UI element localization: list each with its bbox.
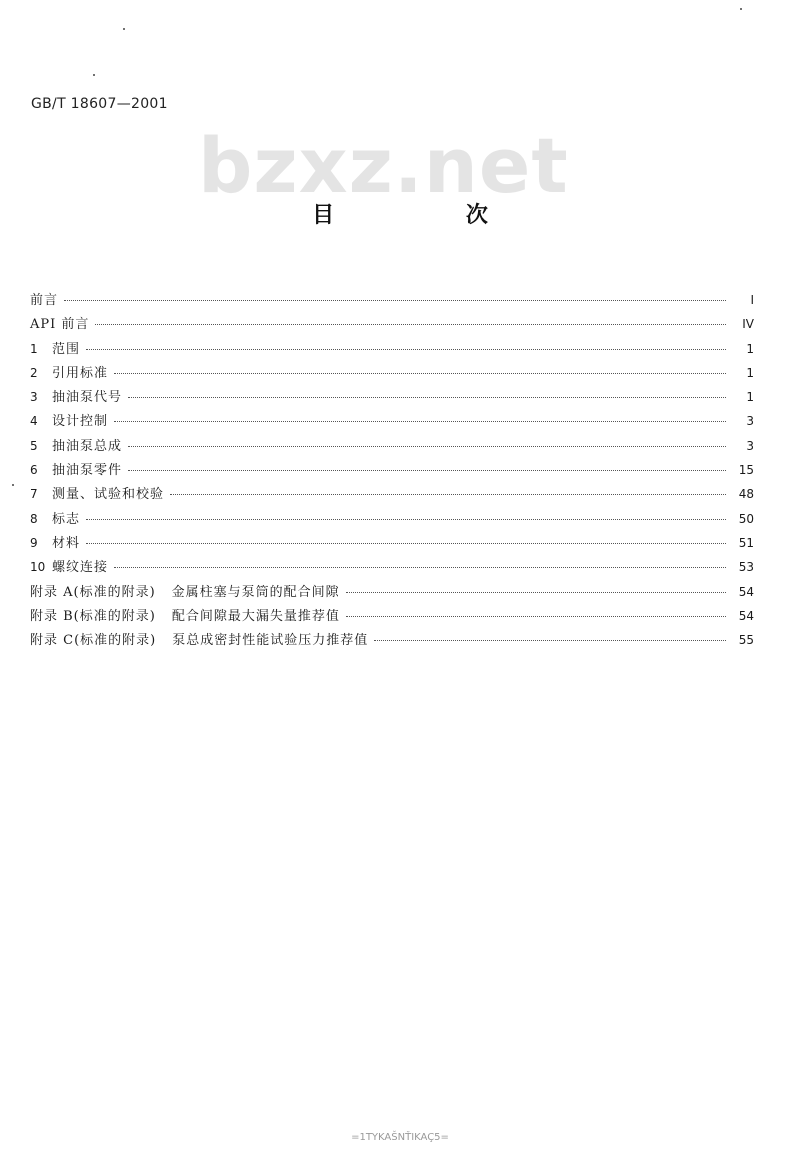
toc-entry-label: 螺纹连接: [52, 560, 109, 576]
toc-entry-page: 53: [738, 560, 754, 575]
document-code: GB/T 18607—2001: [31, 96, 168, 112]
dot-leader: [374, 639, 726, 641]
dot-leader: [86, 542, 726, 544]
toc-entry[interactable]: [30, 482, 754, 506]
dot-leader: [128, 445, 726, 447]
toc-entry[interactable]: [30, 580, 754, 604]
scan-speck: [123, 28, 125, 30]
toc-entry-label: 抽油泵零件: [52, 463, 123, 479]
toc-entry-page: 1: [746, 365, 754, 380]
toc-entry-page: IV: [742, 317, 754, 332]
toc-entry-number: 7: [30, 487, 38, 502]
toc-entry-number: 2: [30, 365, 38, 380]
toc-entry-page: 55: [738, 633, 754, 648]
dot-leader: [114, 420, 726, 422]
toc-entry-page: 3: [746, 438, 754, 453]
toc-entry-label: 范围: [52, 341, 81, 357]
dot-leader: [346, 591, 726, 593]
toc-entry-label: 材料: [52, 535, 81, 551]
page-footer: =1TYKAŠNŤIKAÇ5=: [351, 1132, 449, 1143]
watermark: bzxz.net: [198, 121, 569, 210]
toc-entry-number: 9: [30, 535, 38, 550]
toc-entry-page: 51: [738, 535, 754, 550]
toc-entry-label: 附录 A(标准的附录): [30, 584, 156, 600]
toc-entry-page: 1: [746, 341, 754, 356]
dot-leader: [128, 469, 726, 471]
toc-entry-label: 测量、试验和校验: [52, 487, 165, 503]
toc-entry[interactable]: [30, 288, 754, 312]
toc-entry[interactable]: [30, 434, 754, 458]
toc-entry[interactable]: [30, 458, 754, 482]
dot-leader: [114, 566, 726, 568]
scan-speck: [93, 74, 95, 76]
toc-entry-label: 抽油泵代号: [52, 390, 123, 406]
toc-entry-label: 附录 B(标准的附录): [30, 608, 156, 624]
toc-entry-page: 54: [738, 608, 754, 623]
table-of-contents: [30, 288, 754, 652]
toc-entry-label: 前言: [30, 293, 59, 308]
toc-title: 目 次: [312, 203, 550, 228]
toc-entry[interactable]: [30, 604, 754, 628]
toc-entry-title: 配合间隙最大漏失量推荐值: [171, 608, 340, 624]
scan-speck: [740, 8, 742, 10]
dot-leader: [86, 348, 726, 350]
toc-entry[interactable]: [30, 555, 754, 579]
toc-entry[interactable]: [30, 628, 754, 652]
toc-entry-number: 3: [30, 390, 38, 405]
toc-entry-page: 50: [738, 511, 754, 526]
toc-entry[interactable]: [30, 385, 754, 409]
toc-entry-title: 泵总成密封性能试验压力推荐值: [172, 633, 369, 649]
toc-entry[interactable]: [30, 312, 754, 336]
toc-entry-label: 附录 C(标准的附录): [30, 633, 157, 649]
toc-entry-label: 标志: [52, 511, 81, 527]
toc-entry-title: 金属柱塞与泵筒的配合间隙: [171, 584, 340, 600]
toc-entry-page: 54: [738, 584, 754, 599]
toc-entry-number: 5: [30, 438, 38, 453]
toc-entry-label: 抽油泵总成: [52, 438, 123, 454]
toc-entry-number: 6: [30, 463, 38, 478]
toc-entry-label: 设计控制: [52, 414, 109, 430]
dot-leader: [95, 323, 726, 325]
toc-entry-page: 48: [738, 487, 754, 502]
dot-leader: [86, 518, 726, 520]
toc-entry-number: 4: [30, 414, 38, 429]
toc-entry[interactable]: [30, 507, 754, 531]
toc-entry-label: 引用标准: [52, 365, 109, 381]
dot-leader: [346, 615, 726, 617]
toc-entry[interactable]: [30, 531, 754, 555]
toc-entry-number: 8: [30, 511, 38, 526]
toc-entry[interactable]: [30, 409, 754, 433]
toc-entry-page: 3: [746, 414, 754, 429]
toc-entry-label: API 前言: [30, 317, 90, 333]
toc-entry-number: 1: [30, 341, 38, 356]
toc-entry-page: 1: [746, 390, 754, 405]
dot-leader: [114, 372, 726, 374]
toc-entry-page: I: [750, 293, 754, 307]
toc-entry-page: 15: [738, 463, 754, 478]
dot-leader: [64, 299, 726, 301]
toc-entry[interactable]: [30, 361, 754, 385]
toc-entry-number: 10: [30, 560, 46, 575]
toc-entry[interactable]: [30, 337, 754, 361]
dot-leader: [170, 493, 726, 495]
scan-speck: [12, 484, 14, 486]
dot-leader: [128, 396, 726, 398]
